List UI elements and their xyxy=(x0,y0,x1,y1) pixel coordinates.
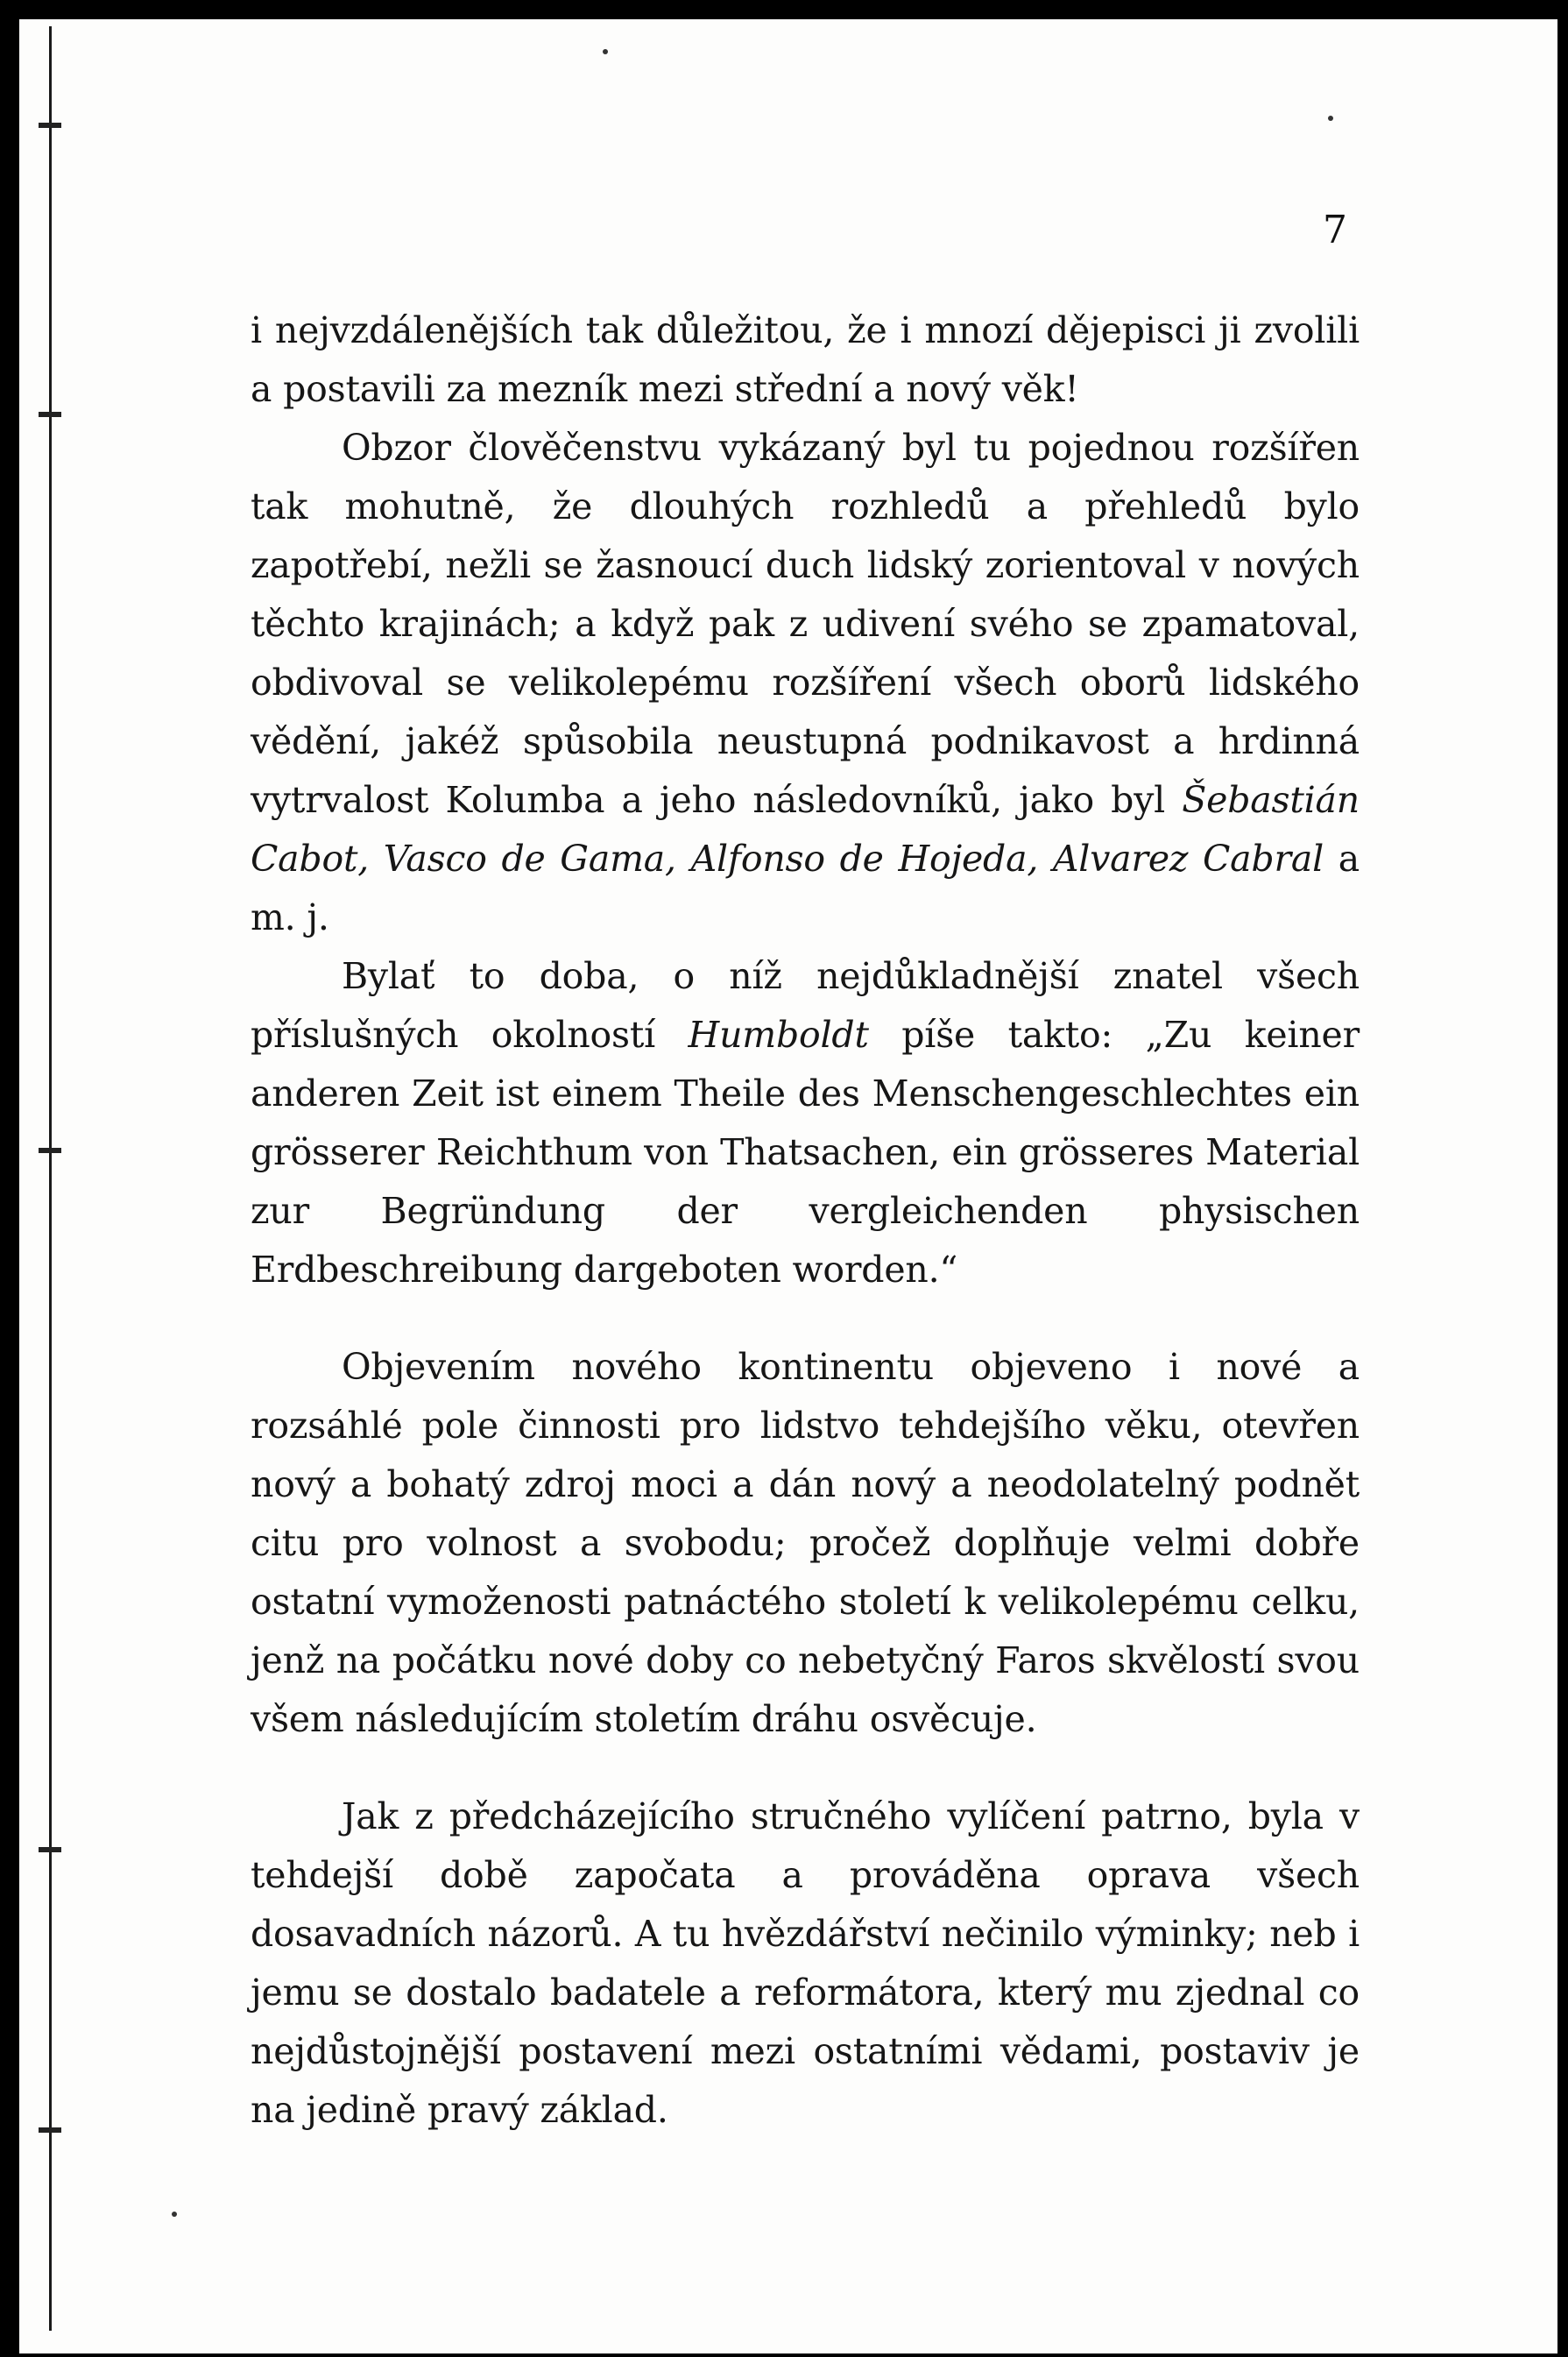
paragraph-4 xyxy=(251,1338,1360,1749)
speck xyxy=(172,2212,177,2217)
binding-mark xyxy=(39,2127,61,2133)
binding-mark xyxy=(39,1148,61,1153)
paragraph-4-text: Objevením nového kontinentu objeveno i nové a rozsáhlé pole činnosti pro lidstvo tehdejšího věku, otevřen nový a bohatý zdroj moci a dán nový a neodolatelný podnět citu pro volnost a svobodu; pročež doplňuje velmi dobře ostatní vymoženosti patnáctého století k velikolepému celku, jenž na počátku nové doby co nebetyčný Faros skvělostí svou všem následujícím stoletím dráhu osvěcuje. xyxy=(251,1346,1360,1740)
paragraph-2 xyxy=(251,419,1360,947)
paragraph-2-text-b: a m. j. xyxy=(251,838,1360,938)
binding-mark xyxy=(39,412,61,417)
explorer-names: Šebastián Cabot, Vasco de Gama, Alfonso de Hojeda, Alvarez Cabral xyxy=(251,779,1360,880)
paragraph-3-text-a: Bylať to doba, o níž nejdůkladnější znatel všech příslušných okolností xyxy=(251,955,1360,1056)
author-name: Humboldt xyxy=(688,1014,869,1056)
binding-edge xyxy=(49,26,52,2331)
paragraph-2-text-a: Obzor člověčenstvu vykázaný byl tu pojednou rozšířen tak mohutně, že dlouhých rozhledů a přehledů bylo zapotřebí, nežli se žasnoucí duch lidský zorientoval v nových těchto krajinách; a když pak z udivení svého se zpamatoval, obdivoval se velikolepému rozšíření všech oborů lidského vědění, jakéž spůsobila neustupná podnikavost a hrdinná vytrvalost Kolumba a jeho následovníků, jako byl xyxy=(251,427,1360,821)
body-text xyxy=(251,301,1360,2140)
binding-mark xyxy=(39,123,61,128)
speck xyxy=(603,49,608,54)
paragraph-5-text: Jak z předcházejícího stručného vylíčení patrno, byla v tehdejší době započata a prováděna oprava všech dosavadních názorů. A tu hvězdářství nečinilo výminky; neb i jemu se dostalo badatele a reformátora, který mu zjednal co nejdůstojnější postavení mezi ostatními vědami, postaviv je na jedině pravý základ. xyxy=(251,1795,1360,2131)
paragraph-1 xyxy=(251,301,1360,419)
paragraph-5 xyxy=(251,1787,1360,2140)
humboldt-quote: píše takto: „Zu keiner anderen Zeit ist einem Theile des Menschengeschlechtes ein grösserer Reichthum von Thatsachen, ein grösseres Material zur Begründung der vergleichenden physischen Erdbeschreibung dargeboten worden.“ xyxy=(251,1014,1360,1291)
paragraph-1-text: i nejvzdálenějších tak důležitou, že i mnozí dějepisci ji zvolili a postavili za mezník mezi střední a nový věk! xyxy=(251,309,1360,410)
book-page xyxy=(19,19,1557,2353)
speck xyxy=(1328,116,1333,121)
page-number: 7 xyxy=(1323,208,1347,252)
paragraph-3 xyxy=(251,947,1360,1299)
binding-mark xyxy=(39,1847,61,1852)
